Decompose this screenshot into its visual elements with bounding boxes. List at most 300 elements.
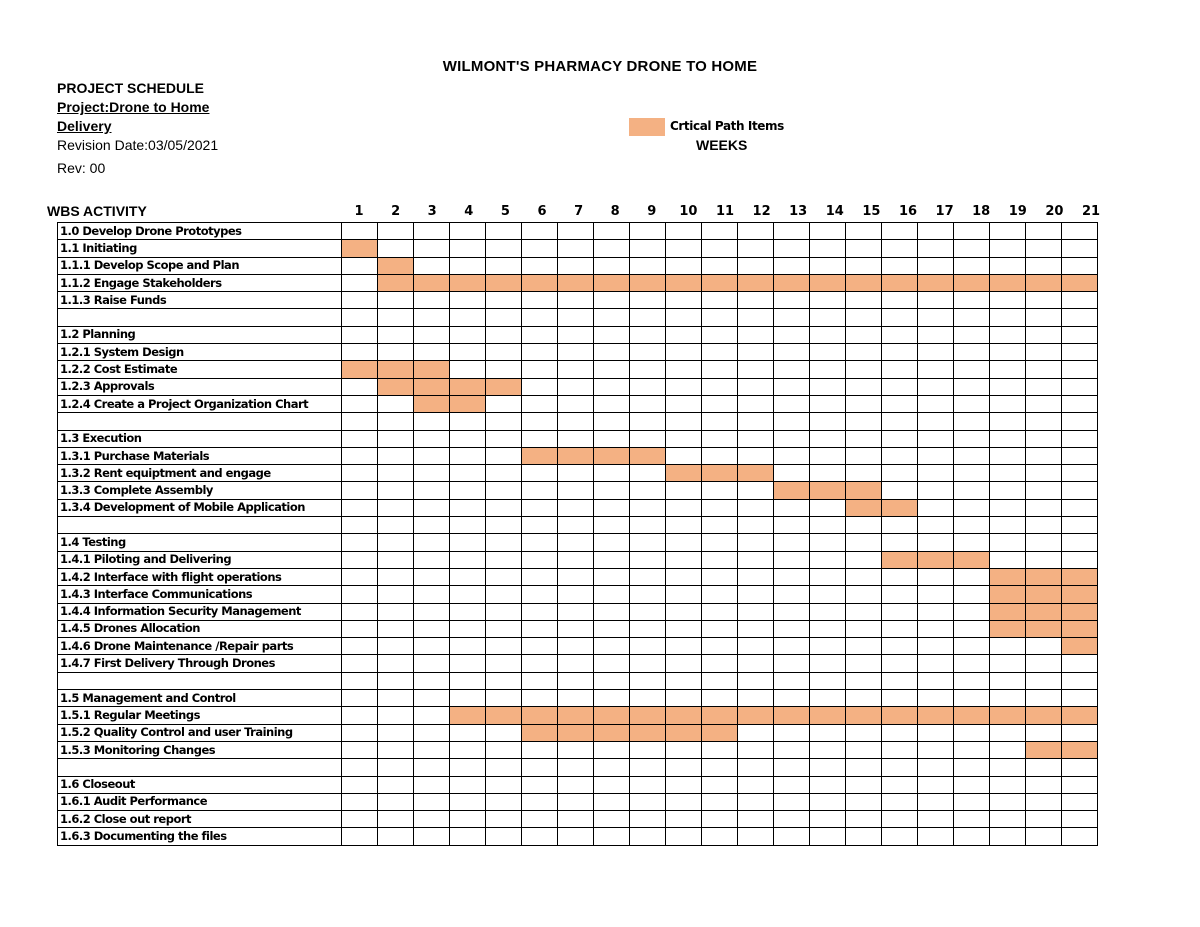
week-cell bbox=[450, 638, 486, 655]
week-cell bbox=[990, 534, 1026, 551]
week-cell bbox=[990, 655, 1026, 672]
week-cell bbox=[738, 568, 774, 585]
week-cell bbox=[882, 690, 918, 707]
week-cell bbox=[1062, 534, 1098, 551]
week-cell bbox=[486, 638, 522, 655]
week-cell bbox=[1026, 811, 1062, 828]
week-cell bbox=[1062, 257, 1098, 274]
week-cell bbox=[522, 257, 558, 274]
week-cell bbox=[414, 759, 450, 776]
week-cell bbox=[918, 326, 954, 343]
week-cell bbox=[1062, 430, 1098, 447]
week-cell bbox=[882, 240, 918, 257]
week-cell bbox=[990, 741, 1026, 758]
week-cell bbox=[882, 517, 918, 534]
week-cell bbox=[630, 517, 666, 534]
week-cell bbox=[1062, 344, 1098, 361]
week-cell bbox=[558, 655, 594, 672]
week-cell bbox=[954, 240, 990, 257]
week-cell bbox=[558, 568, 594, 585]
week-cell bbox=[666, 223, 702, 240]
week-cell bbox=[1062, 551, 1098, 568]
week-cell bbox=[666, 655, 702, 672]
week-cell bbox=[414, 655, 450, 672]
table-row bbox=[58, 447, 1098, 464]
week-cell bbox=[990, 690, 1026, 707]
week-cell bbox=[810, 465, 846, 482]
week-cell bbox=[738, 517, 774, 534]
week-cell bbox=[1062, 690, 1098, 707]
week-cell bbox=[594, 586, 630, 603]
week-cell bbox=[954, 586, 990, 603]
critical-path-cell bbox=[1026, 603, 1062, 620]
week-cell bbox=[522, 413, 558, 430]
week-cell bbox=[342, 465, 378, 482]
week-cell bbox=[1026, 828, 1062, 845]
week-cell bbox=[378, 413, 414, 430]
week-cell bbox=[486, 586, 522, 603]
week-cell bbox=[558, 499, 594, 516]
week-cell bbox=[702, 395, 738, 412]
week-cell bbox=[414, 620, 450, 637]
week-cell bbox=[918, 361, 954, 378]
week-cell bbox=[342, 586, 378, 603]
week-cell bbox=[666, 811, 702, 828]
week-cell bbox=[774, 309, 810, 326]
week-cell bbox=[522, 586, 558, 603]
table-row bbox=[58, 620, 1098, 637]
week-cell bbox=[522, 690, 558, 707]
week-cell bbox=[378, 793, 414, 810]
week-cell bbox=[378, 517, 414, 534]
week-cell bbox=[810, 447, 846, 464]
week-cell bbox=[414, 586, 450, 603]
week-cell bbox=[846, 309, 882, 326]
week-cell bbox=[1026, 257, 1062, 274]
activity-label: 1.5.1 Regular Meetings bbox=[58, 707, 342, 724]
week-cell bbox=[630, 326, 666, 343]
week-number: 10 bbox=[679, 204, 698, 219]
week-cell bbox=[450, 793, 486, 810]
activity-label: 1.2.2 Cost Estimate bbox=[58, 361, 342, 378]
week-number: 12 bbox=[752, 204, 771, 219]
week-cell bbox=[342, 759, 378, 776]
week-cell bbox=[378, 499, 414, 516]
week-cell bbox=[738, 257, 774, 274]
critical-path-cell bbox=[738, 707, 774, 724]
week-cell bbox=[810, 724, 846, 741]
critical-path-cell bbox=[630, 707, 666, 724]
critical-path-cell bbox=[810, 707, 846, 724]
week-cell bbox=[954, 378, 990, 395]
week-cell bbox=[702, 517, 738, 534]
week-cell bbox=[810, 776, 846, 793]
week-number: 15 bbox=[862, 204, 881, 219]
week-cell bbox=[846, 793, 882, 810]
week-cell bbox=[558, 603, 594, 620]
week-cell bbox=[522, 430, 558, 447]
week-cell bbox=[918, 309, 954, 326]
table-row bbox=[58, 603, 1098, 620]
week-cell bbox=[918, 465, 954, 482]
week-cell bbox=[810, 672, 846, 689]
table-row bbox=[58, 793, 1098, 810]
week-cell bbox=[450, 240, 486, 257]
critical-path-cell bbox=[1062, 707, 1098, 724]
week-cell bbox=[738, 240, 774, 257]
week-cell bbox=[954, 482, 990, 499]
critical-path-cell bbox=[846, 707, 882, 724]
week-cell bbox=[378, 482, 414, 499]
week-cell bbox=[378, 586, 414, 603]
week-cell bbox=[630, 413, 666, 430]
week-cell bbox=[702, 638, 738, 655]
week-cell bbox=[522, 240, 558, 257]
legend-swatch bbox=[629, 118, 665, 136]
week-cell bbox=[378, 240, 414, 257]
week-cell bbox=[486, 603, 522, 620]
week-cell bbox=[954, 690, 990, 707]
critical-path-cell bbox=[810, 274, 846, 291]
week-cell bbox=[450, 534, 486, 551]
week-cell bbox=[450, 309, 486, 326]
week-cell bbox=[1026, 793, 1062, 810]
week-cell bbox=[990, 499, 1026, 516]
week-cell bbox=[882, 741, 918, 758]
week-cell bbox=[738, 378, 774, 395]
week-cell bbox=[1026, 465, 1062, 482]
week-cell bbox=[738, 638, 774, 655]
week-cell bbox=[738, 828, 774, 845]
critical-path-cell bbox=[1062, 603, 1098, 620]
week-cell bbox=[558, 759, 594, 776]
week-cell bbox=[954, 534, 990, 551]
week-cell bbox=[738, 447, 774, 464]
week-cell bbox=[414, 741, 450, 758]
week-cell bbox=[990, 759, 1026, 776]
week-cell bbox=[738, 724, 774, 741]
table-row bbox=[58, 361, 1098, 378]
week-cell bbox=[774, 499, 810, 516]
week-cell bbox=[1062, 447, 1098, 464]
week-cell bbox=[666, 776, 702, 793]
week-cell bbox=[414, 828, 450, 845]
week-cell bbox=[414, 811, 450, 828]
week-cell bbox=[522, 292, 558, 309]
week-cell bbox=[954, 223, 990, 240]
week-cell bbox=[378, 292, 414, 309]
week-cell bbox=[594, 309, 630, 326]
week-cell bbox=[1062, 499, 1098, 516]
week-cell bbox=[702, 378, 738, 395]
week-number: 4 bbox=[464, 204, 474, 219]
week-cell bbox=[954, 499, 990, 516]
week-cell bbox=[810, 638, 846, 655]
week-cell bbox=[954, 741, 990, 758]
week-cell bbox=[342, 655, 378, 672]
week-cell bbox=[630, 603, 666, 620]
week-cell bbox=[630, 776, 666, 793]
week-cell bbox=[450, 326, 486, 343]
week-cell bbox=[378, 690, 414, 707]
critical-path-cell bbox=[666, 707, 702, 724]
week-cell bbox=[882, 309, 918, 326]
week-cell bbox=[1026, 292, 1062, 309]
week-cell bbox=[738, 395, 774, 412]
week-cell bbox=[414, 672, 450, 689]
week-cell bbox=[774, 447, 810, 464]
week-cell bbox=[918, 828, 954, 845]
week-cell bbox=[414, 292, 450, 309]
week-cell bbox=[918, 344, 954, 361]
week-cell bbox=[738, 776, 774, 793]
week-cell bbox=[738, 811, 774, 828]
critical-path-cell bbox=[594, 274, 630, 291]
critical-path-cell bbox=[1062, 620, 1098, 637]
week-cell bbox=[810, 430, 846, 447]
week-cell bbox=[810, 655, 846, 672]
week-cell bbox=[522, 759, 558, 776]
week-cell bbox=[414, 465, 450, 482]
week-cell bbox=[630, 793, 666, 810]
week-cell bbox=[774, 776, 810, 793]
week-cell bbox=[954, 793, 990, 810]
activity-label: 1.2 Planning bbox=[58, 326, 342, 343]
week-cell bbox=[558, 395, 594, 412]
week-cell bbox=[990, 223, 1026, 240]
critical-path-cell bbox=[882, 551, 918, 568]
week-cell bbox=[882, 638, 918, 655]
week-cell bbox=[450, 257, 486, 274]
week-cell bbox=[918, 292, 954, 309]
week-cell bbox=[702, 620, 738, 637]
week-cell bbox=[1026, 655, 1062, 672]
week-cell bbox=[486, 361, 522, 378]
week-cell bbox=[774, 759, 810, 776]
critical-path-cell bbox=[954, 707, 990, 724]
table-row bbox=[58, 534, 1098, 551]
week-cell bbox=[882, 620, 918, 637]
week-cell bbox=[630, 223, 666, 240]
week-cell bbox=[342, 707, 378, 724]
table-row bbox=[58, 551, 1098, 568]
week-cell bbox=[882, 759, 918, 776]
week-cell bbox=[774, 586, 810, 603]
critical-path-cell bbox=[414, 378, 450, 395]
week-cell bbox=[630, 499, 666, 516]
week-cell bbox=[378, 326, 414, 343]
week-cell bbox=[774, 672, 810, 689]
week-cell bbox=[522, 568, 558, 585]
week-cell bbox=[414, 534, 450, 551]
table-row bbox=[58, 395, 1098, 412]
week-cell bbox=[846, 395, 882, 412]
week-cell bbox=[630, 551, 666, 568]
critical-path-cell bbox=[990, 274, 1026, 291]
critical-path-cell bbox=[378, 274, 414, 291]
critical-path-cell bbox=[486, 378, 522, 395]
week-cell bbox=[486, 482, 522, 499]
week-cell bbox=[702, 534, 738, 551]
week-cell bbox=[702, 759, 738, 776]
week-cell bbox=[738, 603, 774, 620]
week-cell bbox=[558, 413, 594, 430]
week-cell bbox=[558, 690, 594, 707]
week-cell bbox=[378, 309, 414, 326]
week-cell bbox=[1062, 395, 1098, 412]
week-cell bbox=[630, 586, 666, 603]
week-cell bbox=[522, 534, 558, 551]
week-cell bbox=[774, 603, 810, 620]
week-cell bbox=[558, 257, 594, 274]
week-cell bbox=[702, 326, 738, 343]
week-cell bbox=[774, 430, 810, 447]
week-cell bbox=[630, 292, 666, 309]
critical-path-cell bbox=[846, 499, 882, 516]
week-cell bbox=[486, 724, 522, 741]
week-cell bbox=[558, 240, 594, 257]
week-cell bbox=[882, 724, 918, 741]
week-cell bbox=[342, 344, 378, 361]
week-cell bbox=[342, 776, 378, 793]
week-cell bbox=[954, 568, 990, 585]
week-cell bbox=[882, 344, 918, 361]
week-cell bbox=[1026, 344, 1062, 361]
week-cell bbox=[810, 326, 846, 343]
schedule-grid bbox=[57, 222, 1098, 846]
week-cell bbox=[558, 430, 594, 447]
week-cell bbox=[1062, 326, 1098, 343]
week-cell bbox=[522, 638, 558, 655]
table-row bbox=[58, 707, 1098, 724]
week-cell bbox=[414, 603, 450, 620]
week-cell bbox=[846, 586, 882, 603]
week-cell bbox=[414, 568, 450, 585]
critical-path-cell bbox=[918, 707, 954, 724]
week-cell bbox=[378, 828, 414, 845]
week-cell bbox=[666, 603, 702, 620]
week-cell bbox=[954, 465, 990, 482]
week-cell bbox=[1062, 672, 1098, 689]
week-cell bbox=[558, 672, 594, 689]
week-cell bbox=[990, 465, 1026, 482]
week-cell bbox=[594, 620, 630, 637]
week-cell bbox=[450, 447, 486, 464]
week-cell bbox=[1062, 240, 1098, 257]
table-row bbox=[58, 482, 1098, 499]
week-cell bbox=[738, 672, 774, 689]
week-cell bbox=[810, 413, 846, 430]
week-cell bbox=[1062, 655, 1098, 672]
week-cell bbox=[486, 690, 522, 707]
week-cell bbox=[342, 741, 378, 758]
week-number: 14 bbox=[825, 204, 844, 219]
week-cell bbox=[738, 741, 774, 758]
week-cell bbox=[1062, 413, 1098, 430]
week-cell bbox=[702, 361, 738, 378]
week-cell bbox=[918, 759, 954, 776]
revision-date: Revision Date:03/05/2021 bbox=[57, 137, 219, 153]
week-cell bbox=[414, 690, 450, 707]
week-cell bbox=[666, 361, 702, 378]
week-cell bbox=[1026, 240, 1062, 257]
activity-label bbox=[58, 517, 342, 534]
week-cell bbox=[666, 517, 702, 534]
week-cell bbox=[486, 568, 522, 585]
week-cell bbox=[558, 534, 594, 551]
week-cell bbox=[522, 517, 558, 534]
critical-path-cell bbox=[846, 482, 882, 499]
week-cell bbox=[954, 326, 990, 343]
week-cell bbox=[1062, 482, 1098, 499]
week-cell bbox=[702, 499, 738, 516]
week-cell bbox=[558, 326, 594, 343]
week-cell bbox=[486, 551, 522, 568]
critical-path-cell bbox=[342, 240, 378, 257]
week-cell bbox=[738, 534, 774, 551]
week-cell bbox=[954, 620, 990, 637]
week-cell bbox=[414, 344, 450, 361]
week-cell bbox=[954, 413, 990, 430]
week-cell bbox=[414, 447, 450, 464]
activity-label: 1.2.4 Create a Project Organization Chart bbox=[58, 395, 342, 412]
activity-label: 1.6.2 Close out report bbox=[58, 811, 342, 828]
week-cell bbox=[558, 551, 594, 568]
week-cell bbox=[918, 517, 954, 534]
table-row bbox=[58, 326, 1098, 343]
critical-path-cell bbox=[558, 707, 594, 724]
week-cell bbox=[414, 240, 450, 257]
week-cell bbox=[486, 465, 522, 482]
week-cell bbox=[846, 690, 882, 707]
week-cell bbox=[990, 344, 1026, 361]
week-cell bbox=[378, 811, 414, 828]
week-cell bbox=[954, 672, 990, 689]
week-cell bbox=[630, 430, 666, 447]
activity-label: 1.1.2 Engage Stakeholders bbox=[58, 274, 342, 291]
activity-label bbox=[58, 413, 342, 430]
week-cell bbox=[630, 811, 666, 828]
week-cell bbox=[918, 395, 954, 412]
week-cell bbox=[810, 551, 846, 568]
week-cell bbox=[630, 534, 666, 551]
week-cell bbox=[954, 638, 990, 655]
week-cell bbox=[666, 620, 702, 637]
week-cell bbox=[594, 257, 630, 274]
week-cell bbox=[990, 361, 1026, 378]
week-cell bbox=[990, 309, 1026, 326]
week-cell bbox=[846, 361, 882, 378]
week-cell bbox=[558, 638, 594, 655]
critical-path-cell bbox=[450, 707, 486, 724]
week-cell bbox=[486, 223, 522, 240]
week-cell bbox=[990, 776, 1026, 793]
week-cell bbox=[882, 223, 918, 240]
week-cell bbox=[342, 793, 378, 810]
week-cell bbox=[450, 430, 486, 447]
week-cell bbox=[342, 326, 378, 343]
week-cell bbox=[666, 482, 702, 499]
week-cell bbox=[1026, 413, 1062, 430]
critical-path-cell bbox=[522, 707, 558, 724]
week-cell bbox=[810, 759, 846, 776]
week-cell bbox=[630, 361, 666, 378]
critical-path-cell bbox=[738, 274, 774, 291]
week-cell bbox=[594, 741, 630, 758]
critical-path-cell bbox=[414, 395, 450, 412]
week-cell bbox=[738, 690, 774, 707]
critical-path-cell bbox=[990, 586, 1026, 603]
